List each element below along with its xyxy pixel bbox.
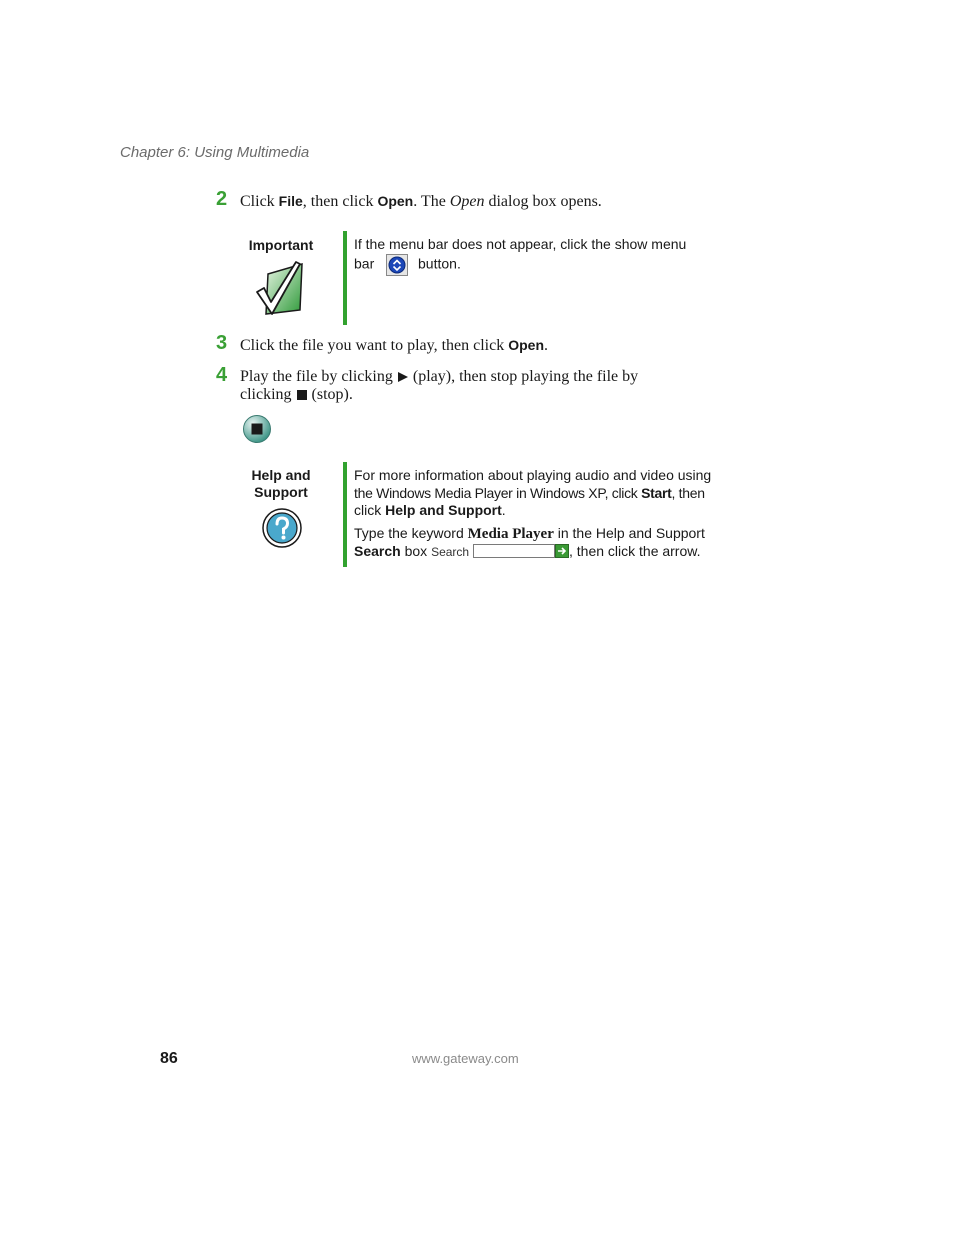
page-number: 86 xyxy=(160,1050,178,1067)
show-menu-bar-icon xyxy=(386,254,408,276)
stop-button-icon xyxy=(242,414,272,444)
text-line xyxy=(354,254,714,276)
text: . xyxy=(544,337,549,354)
text: clicking xyxy=(240,386,296,403)
text: (play), then stop playing the file by xyxy=(408,368,639,385)
help-label xyxy=(241,467,321,501)
keyword-media-player: Media Player xyxy=(467,525,554,542)
ui-file: File xyxy=(278,193,303,209)
text: , then click xyxy=(302,193,378,210)
step-3-text xyxy=(240,336,700,355)
text: button. xyxy=(418,255,461,272)
step-number-2: 2 xyxy=(216,188,228,210)
text: bar xyxy=(354,255,375,272)
ui-help-and-support: Help and Support xyxy=(385,502,502,518)
text-line: For more information about playing audio and video using xyxy=(354,467,712,483)
step-number-3: 3 xyxy=(216,332,228,354)
text-line: If the menu bar does not appear, click the show menu xyxy=(354,236,687,252)
text: . xyxy=(501,502,506,518)
important-text xyxy=(354,236,714,276)
text-line xyxy=(354,543,714,562)
step-number-4: 4 xyxy=(216,364,228,386)
text: Click the file you want to play, then click xyxy=(240,337,509,354)
footer-url: www.gateway.com xyxy=(412,1051,519,1066)
label-line: Help and xyxy=(251,467,311,483)
chapter-header: Chapter 6: Using Multimedia xyxy=(120,144,310,161)
important-divider xyxy=(343,231,347,325)
text-line xyxy=(354,485,714,503)
text: Click xyxy=(240,193,279,210)
important-label: Important xyxy=(248,237,314,253)
text-line xyxy=(240,386,700,404)
text: . The xyxy=(413,193,450,210)
play-icon xyxy=(397,371,409,383)
help-text xyxy=(354,467,714,562)
text-line xyxy=(240,368,700,386)
ui-start: Start xyxy=(641,484,672,501)
text: in the Help and Support xyxy=(553,524,705,541)
help-divider xyxy=(343,462,347,567)
label-line: Support xyxy=(254,484,308,500)
text: Play the file by clicking xyxy=(240,368,397,385)
text: (stop). xyxy=(307,386,353,403)
step-4-text xyxy=(240,368,700,404)
search-label: Search xyxy=(431,545,470,559)
help-question-icon xyxy=(262,508,302,548)
text: dialog box opens. xyxy=(484,193,602,210)
checkmark-icon xyxy=(254,260,306,316)
text: , then click the arrow. xyxy=(568,543,701,559)
search-input xyxy=(473,544,555,558)
text: the Windows Media Player in Windows XP, click xyxy=(354,484,642,501)
text: click xyxy=(354,502,386,518)
text-line xyxy=(354,502,714,520)
text: box xyxy=(400,543,432,559)
ui-search: Search xyxy=(354,543,401,559)
text: Type the keyword xyxy=(354,524,468,541)
text-line xyxy=(354,525,714,544)
italic-open: Open xyxy=(449,193,485,210)
stop-icon xyxy=(296,389,308,401)
ui-open: Open xyxy=(508,337,545,353)
search-go-arrow-icon xyxy=(555,544,569,558)
text: , then xyxy=(671,484,705,501)
ui-open: Open xyxy=(377,193,414,209)
step-2-text xyxy=(240,192,700,211)
